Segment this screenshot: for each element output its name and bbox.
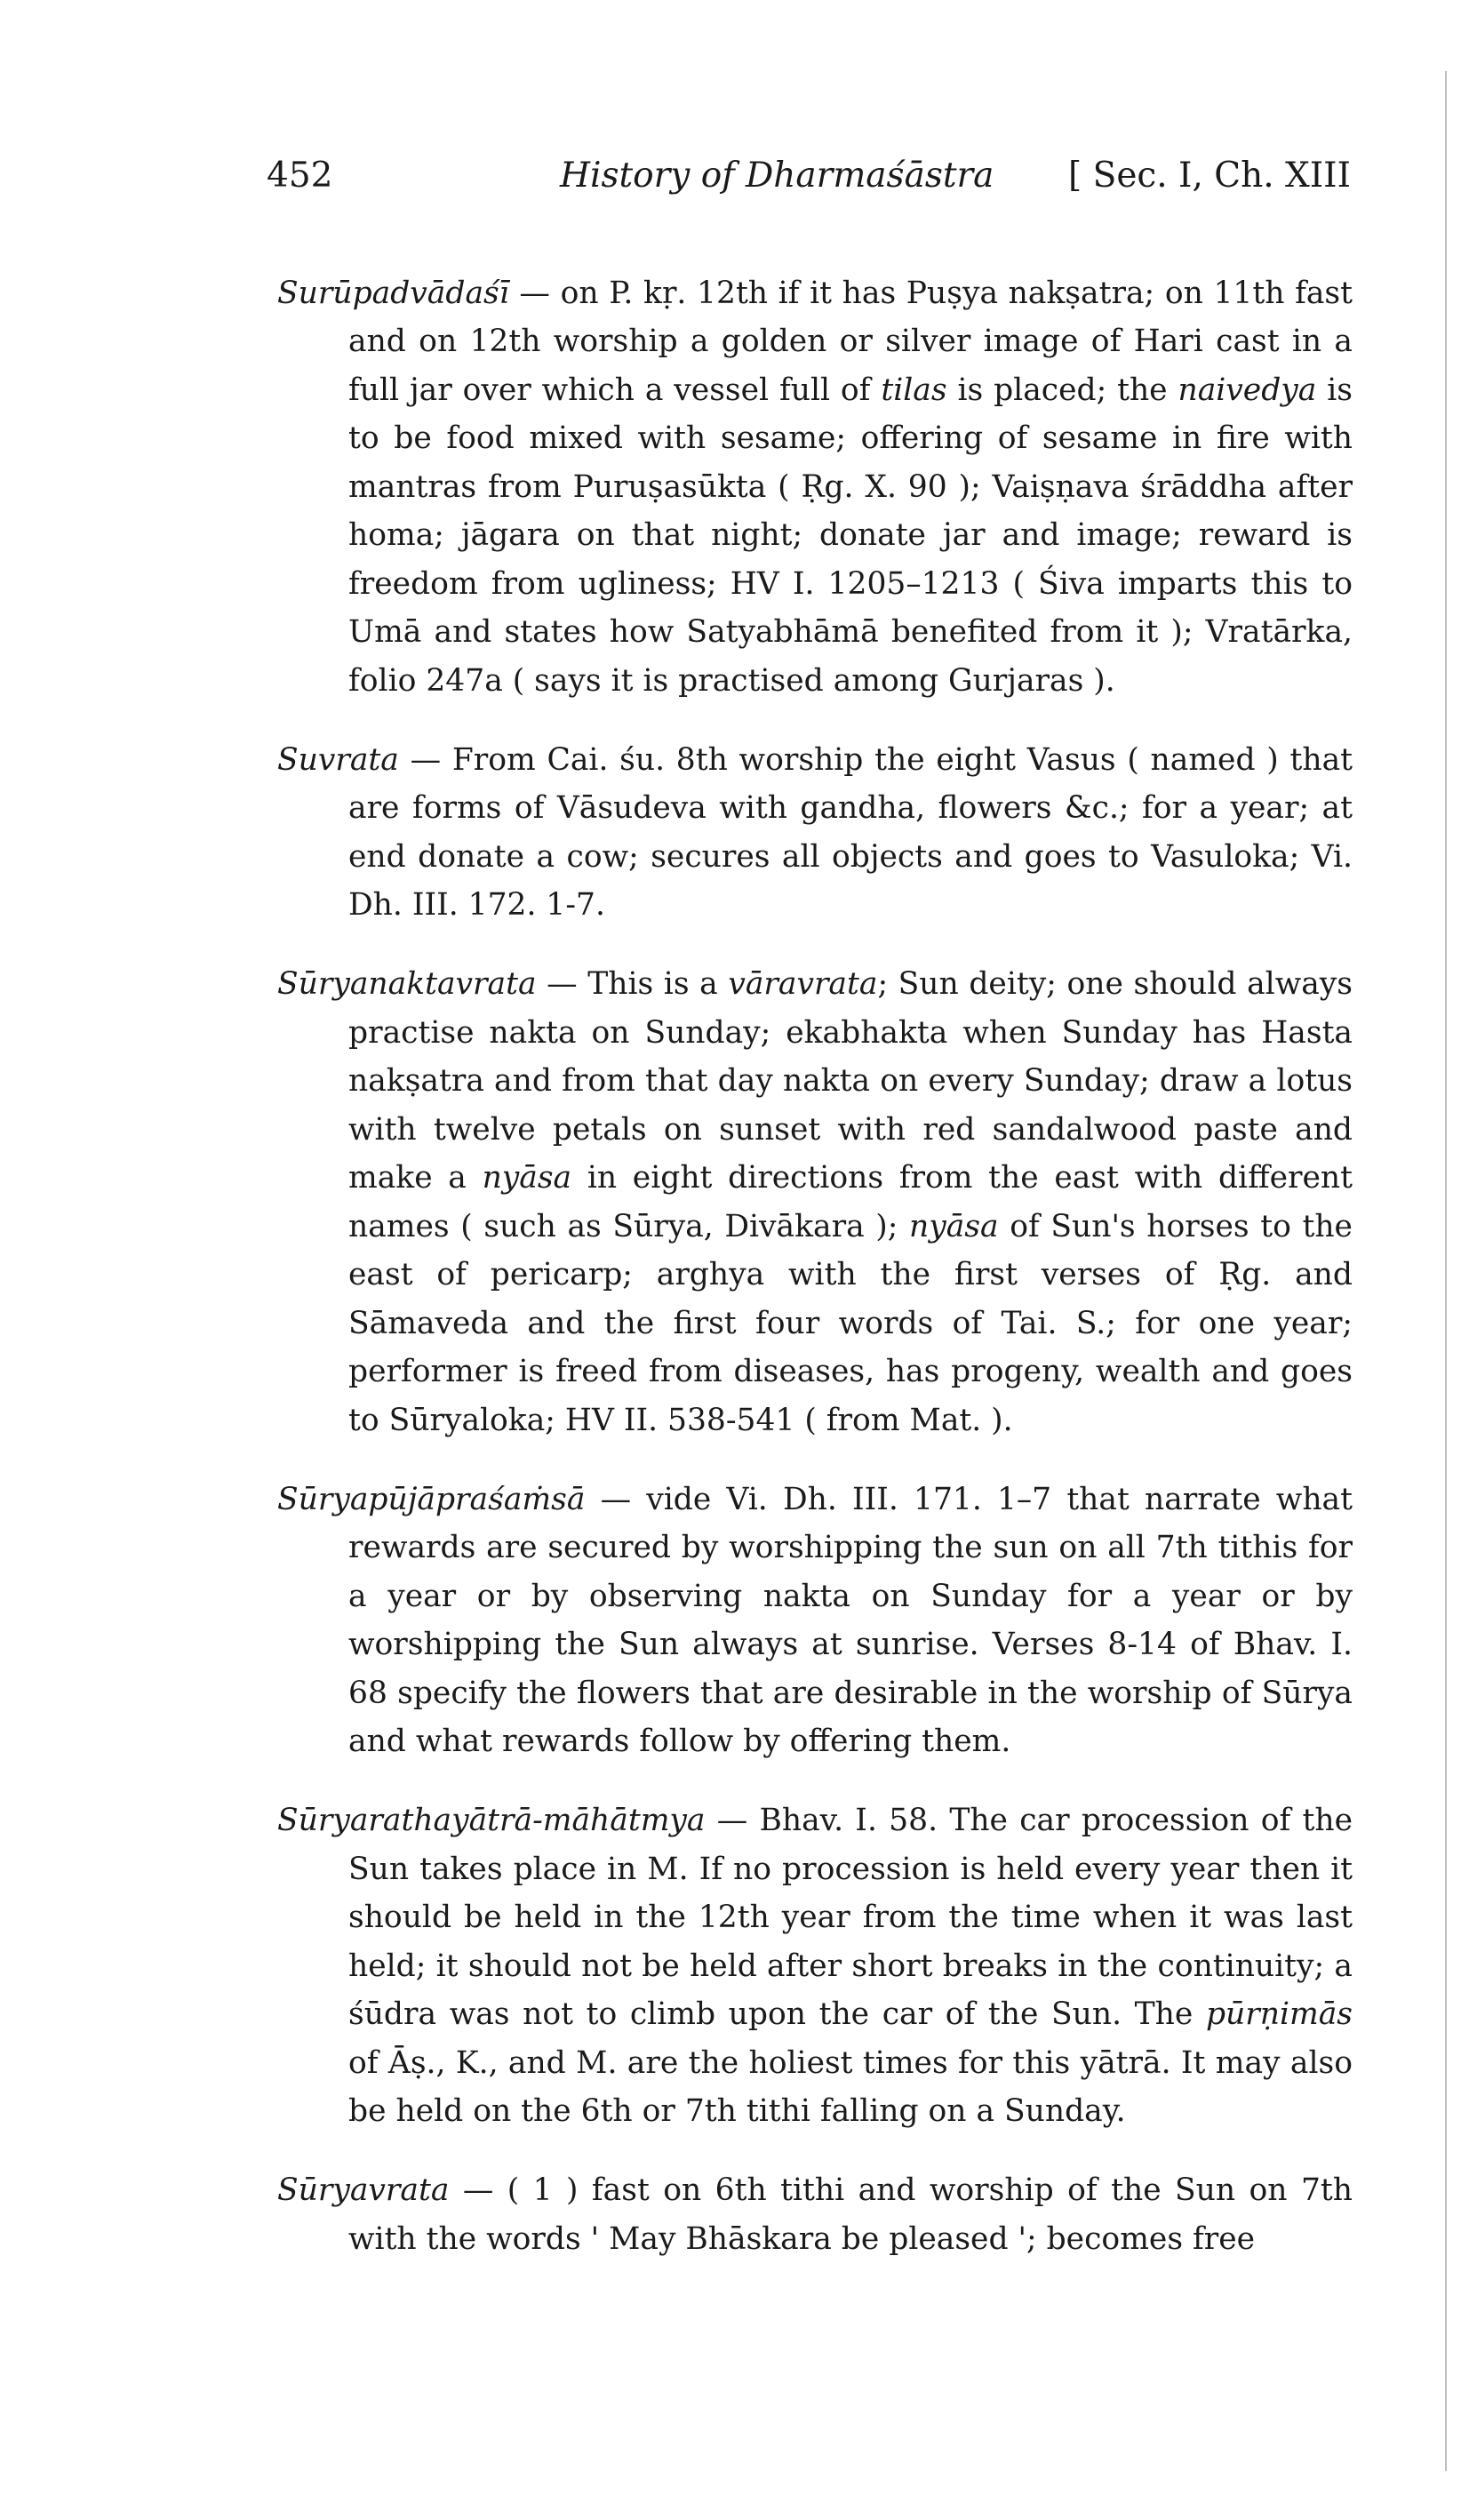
- entry-text: ; Sun deity; one should always practise nakta on Sunday; ekabhakta when Sunday has Hasta nakṣatra and from that day nakta on every Sunday; draw a lotus with twelve petals on sunset with red sandalwood paste and make a: [348, 966, 1353, 1196]
- entry-text: vide Vi. Dh. III. 171. 1–7 that narrate what rewards are secured by worshipping the sun on all 7th tithis for a year or by observing nakta on Sunday for a year or by worshipping the Sun always at sunrise. Verses 8-14 of Bhav. I. 68 specify the flowers that are desirable in the worship of Sūrya and what rewards follow by offering them.: [348, 1481, 1353, 1759]
- entry-italic-word: nyāsa: [482, 1160, 572, 1196]
- entry-text: on P. kṛ. 12th if it has Puṣya nakṣatra; on 11th fast and on 12th worship a golden or silver image of Hari cast in a full jar over which a vessel full of: [348, 275, 1353, 408]
- entry-italic-word: naivedya: [1178, 372, 1317, 408]
- entry-text: This is a: [587, 966, 729, 1002]
- entry-term: Surūpadvādaśī: [277, 275, 509, 311]
- entry-term: Sūryapūjāpraśaṁsā: [277, 1481, 586, 1517]
- entry-suryavrata: Sūryavrata — ( 1 ) fast on 6th tithi and worship of the Sun on 7th with the words ' May Bhāskara be pleased '; becomes free: [277, 2172, 1353, 2257]
- entry-surupadvadasi: Surūpadvādaśī — on P. kṛ. 12th if it has Puṣya nakṣatra; on 11th fast and on 12th worship a golden or silver image of Hari cast in a full jar over which a vessel full of tilas is placed; the naivedya is to be food mixed with sesame; offering of sesame in fire with mantras from Puruṣasūkta ( Ṛg. X. 90 ); Vaiṣṇava śrāddha after homa; jāgara on that night; donate jar and image; reward is freedom from ugliness; HV I. 1205–1213 ( Śiva imparts this to Umā and states how Satyabhāmā benefited from it ); Vratārka, folio 247a ( says it is practised among Gurjaras ).: [277, 275, 1353, 699]
- entry-term: Sūryarathayātrā-māhātmya: [277, 1803, 706, 1838]
- entry-text: of Sun's horses to the east of pericarp; arghya with the first verses of Ṛg. and Sāmaveda and the first four words of Tai. S.; for one year; performer is freed from diseases, has progeny, wealth and goes to Sūryaloka; HV II. 538-541 ( from Mat. ).: [348, 1208, 1353, 1438]
- entry-list: [277, 238, 1353, 2286]
- entry-text: From Cai. śu. 8th worship the eight Vasus ( named ) that are forms of Vāsudeva with gandha, flowers &c.; for a year; at end donate a cow; secures all objects and goes to Vasuloka; Vi. Dh. III. 172. 1-7.: [348, 741, 1353, 923]
- running-header: [267, 149, 1351, 203]
- entry-text: in eight directions from the east with different names ( such as Sūrya, Divākara );: [348, 1160, 1353, 1244]
- running-title: History of Dharmaśāstra: [560, 156, 994, 196]
- page-number: 452: [267, 156, 333, 196]
- entry-italic-word: pūrṇimās: [1205, 1996, 1353, 2032]
- entry-term: Sūryavrata: [277, 2172, 450, 2208]
- entry-text: is placed; the: [946, 372, 1178, 408]
- page-edge-line: [1445, 71, 1447, 2471]
- entry-suvrata: Suvrata — From Cai. śu. 8th worship the eight Vasus ( named ) that are forms of Vāsudeva with gandha, flowers &c.; for a year; at end donate a cow; secures all objects and goes to Vasuloka; Vi. Dh. III. 172. 1-7.: [277, 741, 1353, 923]
- entry-term: Suvrata: [277, 741, 399, 778]
- entry-italic-word: tilas: [881, 372, 947, 408]
- entry-suryanaktavrata: Sūryanaktavrata — This is a vāravrata; Sun deity; one should always practise nakta on Sunday; ekabhakta when Sunday has Hasta nakṣatra and from that day nakta on every Sunday; draw a lotus with twelve petals on sunset with red sandalwood paste and make a nyāsa in eight directions from the east with different names ( such as Sūrya, Divākara ); nyāsa of Sun's horses to the east of pericarp; arghya with the first verses of Ṛg. and Sāmaveda and the first four words of Tai. S.; for one year; performer is freed from diseases, has progeny, wealth and goes to Sūryaloka; HV II. 538-541 ( from Mat. ).: [277, 966, 1353, 1438]
- entry-text: of Āṣ., K., and M. are the holiest times for this yātrā. It may also be held on the 6th or 7th tithi falling on a Sunday.: [348, 2044, 1353, 2129]
- section-reference: [ Sec. I, Ch. XIII: [1068, 156, 1351, 196]
- entry-suryapujaprasamsa: Sūryapūjāpraśaṁsā — vide Vi. Dh. III. 171. 1–7 that narrate what rewards are secured by worshipping the sun on all 7th tithis for a year or by observing nakta on Sunday for a year or by worshipping the Sun always at sunrise. Verses 8-14 of Bhav. I. 68 specify the flowers that are desirable in the worship of Sūrya and what rewards follow by offering them.: [277, 1481, 1353, 1759]
- entry-italic-word: vāravrata: [728, 966, 878, 1002]
- entry-text: is to be food mixed with sesame; offering of sesame in fire with mantras from Puruṣasūkta ( Ṛg. X. 90 ); Vaiṣṇava śrāddha after homa; jāgara on that night; donate jar and image; reward is freedom from ugliness; HV I. 1205–1213 ( Śiva imparts this to Umā and states how Satyabhāmā benefited from it ); Vratārka, folio 247a ( says it is practised among Gurjaras ).: [348, 372, 1353, 699]
- entry-text: ( 1 ) fast on 6th tithi and worship of the Sun on 7th with the words ' May Bhāskara be pleased '; becomes free: [348, 2172, 1353, 2257]
- entry-term: Sūryanaktavrata: [277, 966, 537, 1002]
- entry-italic-word: nyāsa: [909, 1208, 999, 1244]
- entry-suryarathayatra-mahatmya: Sūryarathayātrā-māhātmya — Bhav. I. 58. The car procession of the Sun takes place in M. If no procession is held every year then it should be held in the 12th year from the time when it was last held; it should not be held after short breaks in the continuity; a śūdra was not to climb upon the car of the Sun. The pūrṇimās of Āṣ., K., and M. are the holiest times for this yātrā. It may also be held on the 6th or 7th tithi falling on a Sunday.: [277, 1803, 1353, 2129]
- entry-text: Bhav. I. 58. The car procession of the Sun takes place in M. If no procession is held every year then it should be held in the 12th year from the time when it was last held; it should not be held after short breaks in the continuity; a śūdra was not to climb upon the car of the Sun. The: [348, 1803, 1353, 2032]
